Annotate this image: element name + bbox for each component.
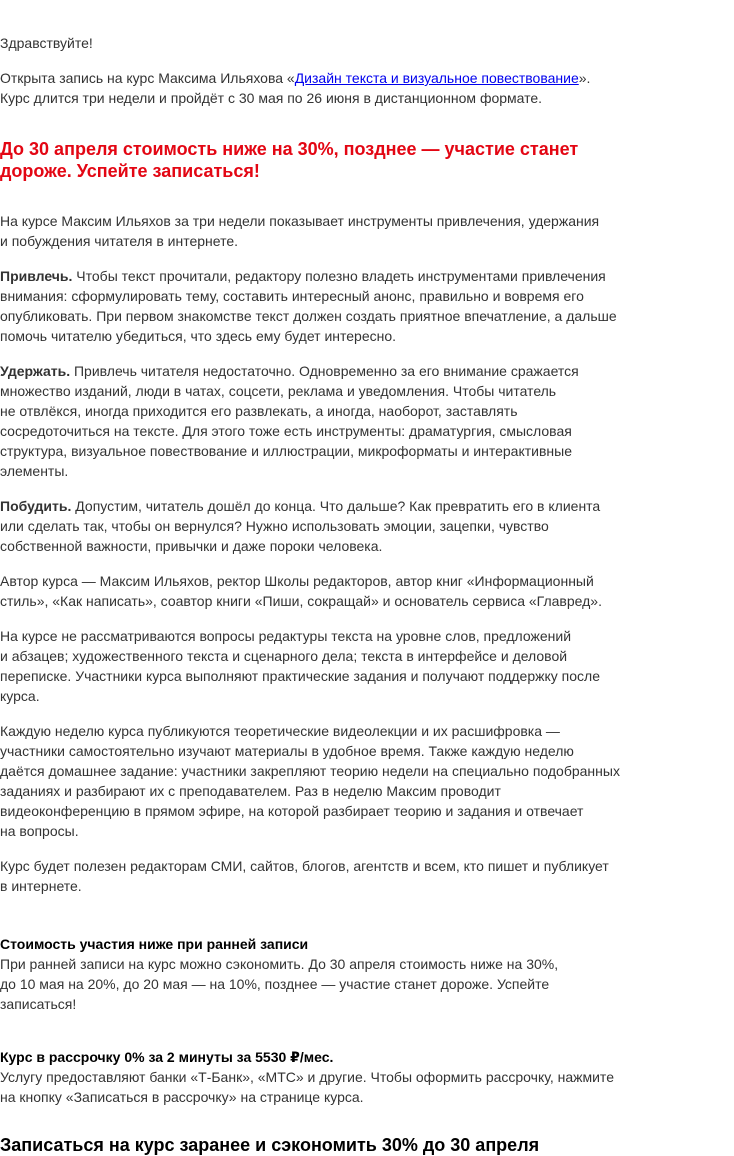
retain-text: Привлечь читателя недостаточно. Одновременно за его внимание сражается множество изданий, люди в чатах, соцсети, реклама и уведомления. Чтобы читатель не отвлёкся, иногда приходится его развлекать, а иногда, наоборот, заставлять сосредоточиться на тексте. Для этого тоже есть инструменты: драматургия, смысловая структура, визуальное повествование и иллюстрации, микроформаты и интерактивные элементы. — [0, 363, 579, 479]
installment-title: Курс в рассрочку 0% за 2 минуты за 5530 ₽/мес. — [0, 1049, 334, 1065]
attract-label: Привлечь. — [0, 268, 73, 284]
early-price-title: Стоимость участия ниже при ранней записи — [0, 936, 309, 952]
audience-paragraph: Курс будет полезен редакторам СМИ, сайтов, блогов, агентств и всем, кто пишет и публикует в интернете. — [0, 858, 609, 894]
weekly-format-paragraph: Каждую неделю курса публикуются теоретические видеолекции и их расшифровка — участники самостоятельно изучают материалы в удобное время. Также каждую неделю даётся домашнее задание: участники закрепляют теорию недели на специально подобранных заданиях и разбирают их с преподавателем. Раз в неделю Максим проводит видеоконференцию в прямом эфире, на которой разбирает теорию и задания и отвечает на вопросы. — [0, 723, 620, 839]
attract-text: Чтобы текст прочитали, редактору полезно владеть инструментами привлечения внимания: сформулировать тему, составить интересный анонс, правильно и вовремя его опубликовать. При первом знакомстве текст должен создать приятное впечатление, а дальше помочь читателю убедиться, что здесь ему будет интересно. — [0, 268, 617, 344]
signup-cta-heading[interactable]: Записаться на курс заранее и сэкономить 30% до 30 апреля — [0, 1135, 540, 1155]
not-covered-paragraph: На курсе не рассматриваются вопросы редактуры текста на уровне слов, предложений и абзацев; художественного текста и сценарного дела; текста в интерфейсе и деловой переписке. Участники курса выполняют практические задания и получают поддержку после курса. — [0, 628, 600, 704]
description-paragraph: На курсе Максим Ильяхов за три недели показывает инструменты привлечения, удержания и побуждения читателя в интернете. — [0, 213, 600, 249]
intro-text-after: ». — [578, 70, 591, 86]
course-link[interactable]: Дизайн текста и визуальное повествование — [294, 70, 579, 86]
early-price-text: При ранней записи на курс можно сэкономить. До 30 апреля стоимость ниже на 30%, до 10 мая на 20%, до 20 мая — на 10%, позднее — участие станет дороже. Успейте записаться! — [0, 956, 559, 1012]
attract-paragraph — [0, 266, 640, 346]
motivate-text: Допустим, читатель дошёл до конца. Что дальше? Как превратить его в клиента или сделать так, чтобы он вернулся? Нужно использовать эмоции, зацепки, чувство собственной важности, привычки и даже пороки человека. — [0, 498, 601, 554]
motivate-label: Побудить. — [0, 498, 72, 514]
greeting: Здравствуйте! — [0, 35, 93, 51]
author-paragraph: Автор курса — Максим Ильяхов, ректор Школы редакторов, автор книг «Информационный стиль», «Как написать», соавтор книги «Пиши, сокращай» и основатель сервиса «Главред». — [0, 573, 602, 609]
installment-text: Услугу предоставляют банки «Т-Банк», «МТС» и другие. Чтобы оформить рассрочку, нажмите на кнопку «Записаться в рассрочку» на странице курса. — [0, 1069, 614, 1105]
email-body — [0, 33, 640, 1156]
retain-paragraph — [0, 361, 640, 481]
course-description — [0, 211, 640, 896]
promo-headline: До 30 апреля стоимость ниже на 30%, позднее — участие станет дороже. Успейте записаться! — [0, 139, 579, 181]
retain-label: Удержать. — [0, 363, 71, 379]
motivate-paragraph — [0, 496, 640, 556]
intro-text-before: Открыта запись на курс Максима Ильяхова « — [0, 70, 295, 86]
course-intro — [0, 68, 640, 108]
course-dates: Курс длится три недели и пройдёт с 30 мая по 26 июня в дистанционном формате. — [0, 90, 543, 106]
